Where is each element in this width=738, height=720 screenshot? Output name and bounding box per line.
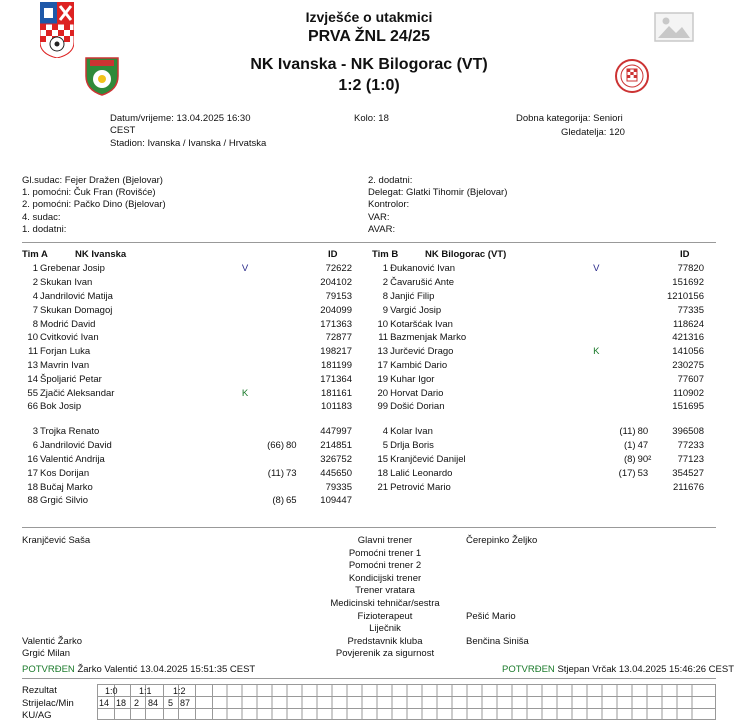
player-name: Vargić Josip [390,304,442,316]
official-assistant-1: 1. pomoćni: Čuk Fran (Rovišće) [22,187,156,198]
player-row [372,345,704,359]
player-id: 1210156 [667,290,704,302]
match-datetime: Datum/vrijeme: 13.04.2025 16:30 [110,113,251,124]
player-name: Skukan Domagoj [40,304,113,316]
official-avar: AVAR: [368,224,396,235]
player-role-mark: V [593,263,600,275]
player-role-mark [230,331,260,345]
scorer-cell: 14 [99,698,110,708]
player-id: 204099 [320,304,352,316]
player-number: 13 [27,359,38,371]
player-id: 181161 [321,387,352,399]
player-role-mark [581,331,611,345]
substitution-swap [260,453,286,467]
player-name: Cvitković Ivan [40,332,99,344]
player-role-mark [581,466,611,480]
scorer-cell: 84 [148,698,159,708]
score-cell: 1:1 [139,686,152,696]
player-row [22,453,352,467]
staff-role-label: Predstavnik kluba [347,635,423,647]
substitution-swap [611,345,637,359]
spectators: Gledatelja: 120 [561,127,625,138]
player-number: 10 [377,318,389,330]
player-row [22,262,352,276]
player-number: 18 [27,481,38,493]
substitution-swap [611,400,637,414]
substitution-swap [611,386,637,400]
substitution-swap [611,317,637,331]
substitution-swap: (17) [618,467,636,479]
player-row [372,276,704,290]
substitution-minute [638,262,656,276]
team-a-starters [22,262,352,414]
substitution-swap: (8) [272,495,284,507]
staff-role-label: Liječnik [369,623,401,635]
player-role-mark [230,439,260,453]
player-row [22,494,352,508]
player-number: 8 [382,290,389,302]
player-id: 447997 [320,426,352,438]
player-name: Lalić Leonardo [390,467,453,479]
player-name: Drlja Boris [390,440,434,452]
player-name: Petrović Mario [390,481,451,493]
team-a-staff-name: Valentić Žarko [22,635,83,647]
player-number: 2 [32,277,38,289]
player-number: 15 [377,453,389,465]
player-id: 77607 [677,373,704,385]
player-id: 396508 [672,426,704,438]
team-a-staff-name: Kranjčević Saša [22,535,91,546]
substitution-swap [611,359,637,373]
player-id: 326752 [320,453,352,465]
player-role-mark [581,317,611,331]
player-row [372,317,704,331]
substitution-minute [286,331,304,345]
substitution-swap [611,276,637,290]
team-b-staff-name: Benčina Siniša [466,635,529,647]
official-controller: Kontrolor: [368,199,410,210]
player-number: 8 [32,318,38,330]
player-row [372,290,704,304]
player-name: Mavrin Ivan [40,359,90,371]
player-number: 11 [378,332,389,344]
player-number: 17 [27,467,38,479]
substitution-minute [286,372,304,386]
player-role-mark [581,359,611,373]
player-number: 11 [28,346,38,358]
player-role-mark [581,453,611,467]
player-name: Grebenar Josip [40,263,105,275]
player-number: 16 [27,453,38,465]
player-name: Kotaršćak Ivan [390,318,453,330]
player-role-mark [230,466,260,480]
player-row [372,400,704,414]
player-number: 21 [377,481,389,493]
player-id: 445650 [320,467,352,479]
player-number: 13 [377,346,389,358]
player-role-mark [230,400,260,414]
player-id: 72622 [325,263,352,275]
team-b-subs [372,425,704,494]
player-row [22,386,352,400]
player-row [22,359,352,373]
substitution-swap: (11) [619,426,636,438]
scorer-cell: 18 [116,698,127,708]
report-title: Izvješće o utakmici [305,9,433,25]
player-id: 79153 [325,290,352,302]
player-id: 354527 [672,467,704,479]
player-role-mark [581,276,611,290]
player-row [22,331,352,345]
player-id: 79335 [325,481,352,493]
substitution-swap [260,317,286,331]
player-row [22,290,352,304]
player-number: 6 [32,440,38,452]
substitution-swap [260,262,286,276]
player-role-mark [230,453,260,467]
team-b-confirmation: POTVRĐEN Stjepan Vrčak 13.04.2025 15:46:26 CEST [502,664,735,675]
player-number: 3 [32,426,38,438]
substitution-swap [611,480,637,494]
substitution-minute [638,345,656,359]
player-role-mark [230,317,260,331]
team-b-id-header: ID [680,249,690,260]
player-number: 18 [377,467,389,479]
substitution-minute [286,386,304,400]
match-score: 1:2 (1:0) [338,77,400,94]
player-row [22,276,352,290]
substitution-minute [286,400,304,414]
substitution-minute [286,303,304,317]
player-name: Kolar Ivan [390,426,433,438]
substitution-swap [260,386,286,400]
substitution-minute [638,276,656,290]
player-row [22,345,352,359]
player-id: 77820 [677,263,704,275]
substitution-minute [638,331,656,345]
player-row [372,303,704,317]
team-a-subs [22,425,352,508]
substitution-swap [611,331,637,345]
player-row [372,466,704,480]
player-number: 20 [377,387,389,399]
staff-role-label: Pomoćni trener 2 [348,560,422,572]
player-row [372,425,704,439]
player-name: Špoljarić Petar [40,373,102,385]
player-number: 14 [27,373,38,385]
player-id: 151692 [672,277,704,289]
staff-role-label: Trener vratara [355,585,415,597]
player-role-mark [581,425,611,439]
age-category: Dobna kategorija: Seniori [516,113,623,124]
player-number: 19 [377,373,389,385]
player-number: 55 [27,387,38,399]
player-id: 421316 [672,332,704,344]
substitution-minute: 73 [286,467,297,479]
staff-role-label: Medicinski tehničar/sestra [330,598,440,609]
player-role-mark [581,372,611,386]
league-title: PRVA ŽNL 24/25 [307,28,431,45]
official-fourth: 4. sudac: [22,212,61,223]
divider [22,527,716,528]
player-role-mark [581,386,611,400]
player-name: Đukanović Ivan [390,263,456,275]
player-id: 211676 [673,481,704,493]
substitution-minute [638,317,656,331]
player-role-mark [230,494,260,508]
substitution-minute [638,386,656,400]
scorer-cell: 5 [168,698,174,708]
team-a-id-header: ID [328,249,338,260]
player-id: 110902 [673,387,704,399]
substitution-minute: 80 [286,440,297,452]
substitution-swap: (1) [623,440,636,452]
scorer-cell: 2 [134,698,140,708]
official-var: VAR: [368,212,390,223]
player-row [372,359,704,373]
player-row [22,303,352,317]
substitution-minute [286,262,304,276]
player-name: Kambić Dario [390,359,448,371]
player-name: Zjačić Aleksandar [40,387,115,399]
player-id: 72877 [325,332,352,344]
substitution-minute: 65 [286,495,297,507]
staff-role-label: Kondicijski trener [348,572,422,584]
player-role-mark [581,400,611,414]
player-number: 99 [377,401,389,413]
player-row [372,372,704,386]
player-name: Došić Dorian [390,401,445,413]
player-name: Čavarušić Ante [390,277,454,289]
player-id: 101183 [321,401,352,413]
staff-role-label: Povjerenik za sigurnost [335,648,435,660]
substitution-minute [638,290,656,304]
player-row [22,400,352,414]
player-number: 10 [27,332,38,344]
substitution-swap [260,480,286,494]
official-assistant-2: 2. pomoćni: Pačko Dino (Bjelovar) [22,199,166,210]
player-row [22,425,352,439]
player-role-mark [581,290,611,304]
results-grid [97,684,716,720]
scorers-label: Strijelac/Min [22,698,74,709]
substitution-minute [638,359,656,373]
player-name: Trojka Renato [40,426,100,438]
substitution-minute [286,276,304,290]
official-additional-1: 1. dodatni: [22,224,67,235]
cards-label: KU/AG [22,710,52,720]
player-number: 1 [382,263,389,275]
substitution-swap [260,372,286,386]
player-role-mark: K [593,346,600,358]
player-id: 171364 [320,373,352,385]
player-id: 141056 [672,346,704,358]
player-name: Valentić Andrija [40,453,105,465]
player-name: Bok Josip [40,401,82,413]
player-number: 7 [32,304,38,316]
player-id: 77123 [677,453,704,465]
player-role-mark [230,480,260,494]
substitution-minute [286,290,304,304]
player-row [372,386,704,400]
player-name: Jandrilović Matija [40,290,113,302]
substitution-minute [286,480,304,494]
team-a-staff-name: Grgić Milan [22,648,71,660]
player-role-mark: V [241,263,249,275]
confirmed-status: POTVRĐEN [22,664,75,675]
confirmed-status: POTVRĐEN [502,664,555,675]
player-row [22,439,352,453]
player-number: 17 [377,359,389,371]
player-id: 171363 [320,318,352,330]
player-name: Bazmenjak Marko [390,332,467,344]
player-role-mark [230,303,260,317]
player-id: 181199 [321,359,352,371]
team-b-name: NK Bilogorac (VT) [425,249,507,260]
player-name: Grgić Silvio [40,495,89,507]
player-name: Kuhar Igor [390,373,435,385]
player-row [372,480,704,494]
player-number: 5 [382,440,389,452]
player-row [372,453,704,467]
player-role-mark [230,290,260,304]
player-row [22,372,352,386]
substitution-swap [611,303,637,317]
substitution-minute [286,359,304,373]
player-row [22,480,352,494]
player-number: 4 [32,290,38,302]
player-id: 230275 [672,359,704,371]
team-b-staff-name: Pešić Mario [466,610,516,622]
substitution-minute: 90² [637,453,652,465]
scorer-cell: 87 [180,698,191,708]
player-id: 204102 [320,277,352,289]
player-role-mark: K [241,387,249,399]
substitution-minute [286,317,304,331]
player-row [372,331,704,345]
substitution-minute [638,303,656,317]
player-name: Janjić Filip [390,290,435,302]
staff-role-label: Pomoćni trener 1 [348,547,422,559]
match-round: Kolo: 18 [354,113,389,124]
player-number: 88 [27,495,38,507]
divider [22,242,716,243]
player-number: 9 [382,304,389,316]
official-delegate: Delegat: Glatki Tihomir (Bjelovar) [368,187,508,198]
player-role-mark [230,372,260,386]
player-role-mark [230,276,260,290]
team-b-label: Tim B [372,249,399,260]
substitution-swap [611,262,637,276]
player-id: 77335 [677,304,704,316]
player-id: 151695 [672,401,704,413]
official-additional-2: 2. dodatni: [368,175,413,186]
substitution-minute [286,453,304,467]
player-row [372,262,704,276]
substitution-minute [638,372,656,386]
player-name: Horvat Dario [390,387,444,399]
substitution-swap [260,276,286,290]
score-cell: 1:0 [105,686,118,696]
player-name: Bučaj Marko [40,481,93,493]
player-role-mark [230,359,260,373]
player-row [22,317,352,331]
substitution-swap [260,290,286,304]
player-name: Kos Dorijan [40,467,90,479]
substitution-minute [638,480,656,494]
team-a-label: Tim A [22,249,48,260]
player-role-mark [230,345,260,359]
substitution-minute [286,425,304,439]
player-number: 4 [382,426,389,438]
substitution-swap [611,372,637,386]
substitution-swap [260,345,286,359]
score-cell: 1:2 [173,686,186,696]
team-b-starters [372,262,704,414]
substitution-swap [260,331,286,345]
player-id: 118624 [673,318,704,330]
player-name: Jandrilović David [40,440,112,452]
player-number: 2 [382,277,389,289]
official-referee: Gl.sudac: Fejer Dražen (Bjelovar) [22,175,163,186]
player-row [22,466,352,480]
player-role-mark [581,303,611,317]
substitution-minute: 47 [637,440,649,452]
player-number: 1 [32,263,38,275]
substitution-swap [611,290,637,304]
player-number: 66 [27,401,38,413]
team-b-staff-name: Čerepinko Željko [466,535,538,546]
substitution-swap [260,303,286,317]
player-name: Modrić David [40,318,96,330]
player-id: 109447 [320,495,352,507]
match-timezone: CEST [110,125,136,136]
player-name: Skukan Ivan [40,277,93,289]
substitution-minute: 80 [637,426,649,438]
substitution-minute [638,400,656,414]
results-label: Rezultat [22,685,57,696]
substitution-swap [260,425,286,439]
player-role-mark [230,425,260,439]
player-name: Forjan Luka [40,346,91,358]
player-id: 214851 [320,440,352,452]
substitution-swap [260,400,286,414]
player-role-mark [581,439,611,453]
player-role-mark [581,480,611,494]
staff-role-label: Fizioterapeut [357,610,413,622]
player-row [372,439,704,453]
team-a-confirmation: POTVRĐEN Žarko Valentić 13.04.2025 15:51:35 CEST [22,664,256,675]
substitution-swap: (66) [267,440,284,452]
substitution-minute: 53 [637,467,649,479]
team-a-name: NK Ivanska [75,249,127,260]
player-id: 198217 [320,346,352,358]
match-stadium: Stadion: Ivanska / Ivanska / Hrvatska [110,138,267,149]
substitution-swap: (8) [623,453,636,465]
divider [22,678,716,679]
substitution-swap: (11) [267,467,284,479]
staff-role-label: Glavni trener [357,535,413,546]
substitution-swap [260,359,286,373]
player-name: Jurčević Drago [390,346,454,358]
player-name: Kranjčević Danijel [390,453,466,465]
substitution-minute [286,345,304,359]
player-id: 77233 [677,440,704,452]
match-title: NK Ivanska - NK Bilogorac (VT) [250,56,488,73]
